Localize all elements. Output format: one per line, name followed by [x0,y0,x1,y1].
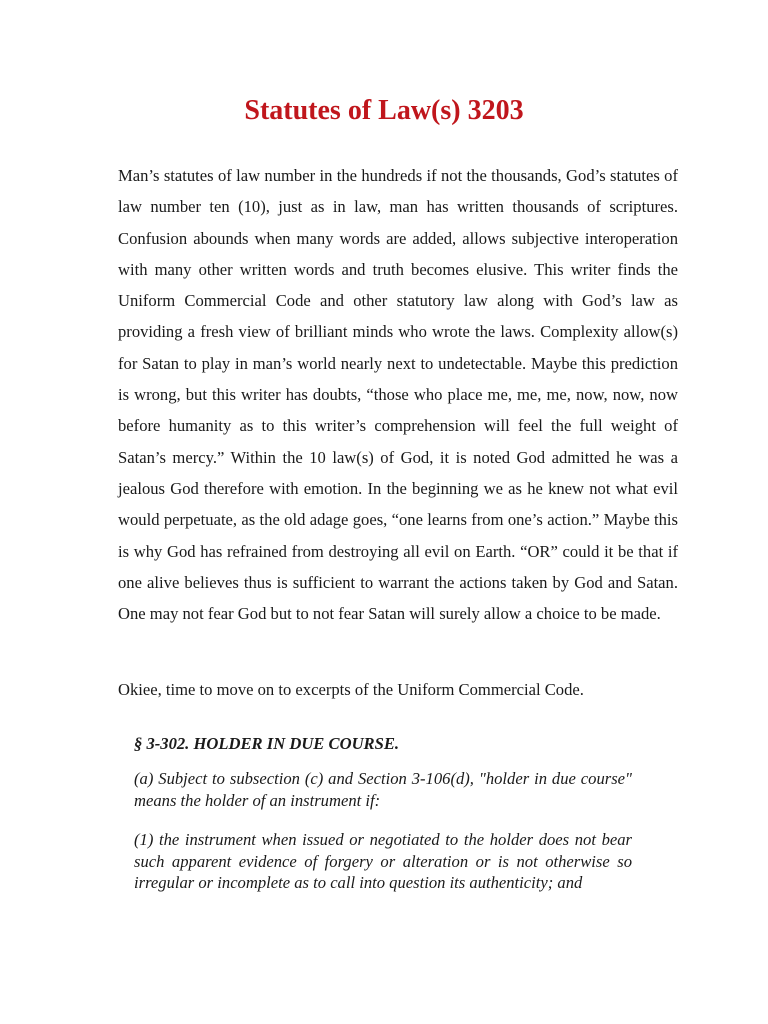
excerpt-heading: § 3-302. HOLDER IN DUE COURSE. [134,734,400,753]
excerpt-subsection-a: (a) Subject to subsection (c) and Section 3-106(d), "holder in due course" means the holder of an instrument if: [134,769,632,810]
document-title: Statutes of Law(s) 3203 [244,95,524,126]
excerpt-item-1: (1) the instrument when issued or negotiated to the holder does not bear such apparent evidence of forgery or alteration or is not otherwise so irregular or incomplete as to call into question its authenticity; and [134,830,632,892]
body-paragraph: Man’s statutes of law number in the hundreds if not the thousands, God’s statutes of law number ten (10), just as in law, man has written thousands of scriptures. Confusion abounds when many words are added, allows subjective interoperation with many other written words and truth becomes elusive. This writer finds the Uniform Commercial Code and other statutory law along with God’s law as providing a fresh view of brilliant minds who wrote the laws. Complexity allow(s) for Satan to play in man’s world nearly next to undetectable. Maybe this prediction is wrong, but this writer has doubts, “those who place me, me, me, now, now, now before humanity as to this writer’s comprehension will feel the full weight of Satan’s mercy.” Within the 10 law(s) of God, it is noted God admitted he was a jealous God therefore with emotion. In the beginning we as he knew not what evil would perpetuate, as the old adage goes, “one learns from one’s action.” Maybe this is why God has refrained from destroying all evil on Earth. “OR” could it be that if one alive believes thus is sufficient to warrant the actions taken by God and Satan. One may not fear God but to not fear Satan will surely allow a choice to be made. [118,166,678,624]
transition-paragraph: Okiee, time to move on to excerpts of the Uniform Commercial Code. [118,680,584,699]
